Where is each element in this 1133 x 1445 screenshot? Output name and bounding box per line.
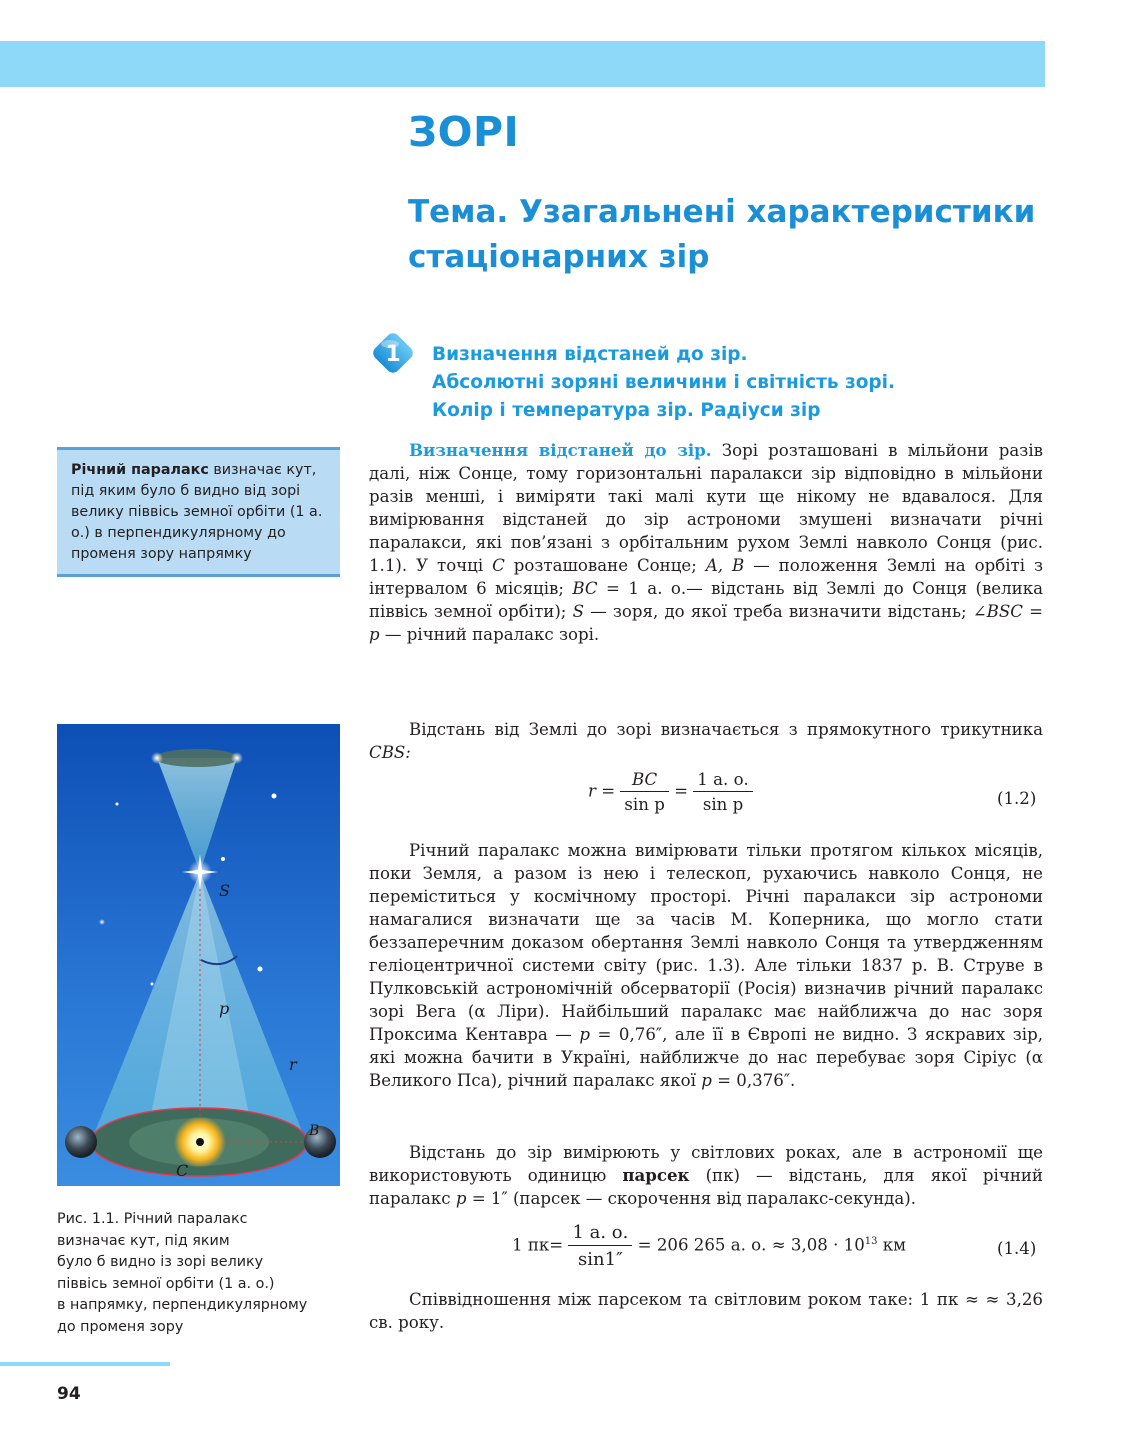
paragraph-lead-in: Визначення відстаней до зір. [409,440,712,460]
page-number: 94 [57,1384,81,1404]
sidebar-text: визначає кут, під яким було б видно від зорі велику піввісь земної орбіти (1 а. о.) в перпендикулярному до променя зору напрямку [71,462,323,562]
sidebar-term: Річний паралакс [71,462,209,478]
figure-caption [57,1209,340,1338]
footer-rule [0,1362,170,1366]
header-band [0,41,1045,87]
caption-line: визначає кут, під яким [57,1232,230,1249]
figure-label-s: S [219,881,230,900]
paragraph-distances: Визначення відстаней до зір. Зорі розташовані в мільйони разів далі, ніж Сонце, тому горизонтальні паралакси зір відповідно в мільйони разів менші, і виміряти такі малі кути ще нікому не вдавалося. Для вимірювання відстаней до зір астрономи змушені визначати річні паралакси, які пов’язані з орбітальним рухом Землі навколо Сонця (рис. 1.1). У точці C розташоване Сонце; A, B — положення Землі на орбіті з інтервалом 6 місяців; BC = 1 а. о.— відстань від Землі до Сонця (велика піввісь земної орбіти); S — зоря, до якої треба визначити відстань; ∠BSC = p — річний паралакс зорі. [369,440,1044,644]
equation-number: (1.4) [997,1239,1037,1258]
parallax-figure [57,724,340,1186]
section-heading-line: Колір і температура зір. Радіуси зір [432,400,821,421]
figure-label-c: C [176,1161,189,1180]
caption-line: було б видно із зорі велику [57,1254,264,1270]
paragraph-parsec-lightyear: Співвідношення між парсеком та світловим роком таке: 1 пк ≈ ≈ 3,26 св. року. [369,1290,1043,1332]
caption-line: піввісь земної орбіти (1 а. о.) [57,1275,275,1292]
caption-line: до променя зору [57,1318,184,1335]
paragraph-parsec: Відстань до зір вимірюють у світлових роках, але в астрономії ще використовують одиницю парсек (пк) — відстань, для якої річний паралакс p = 1″ (парсек — скорочення від паралакс-секунда). [369,1143,1043,1208]
formula-1-2: r = $\frac{BC}{\text{sin p}}$ = $\frac{1 а. о.}{\text{sin p}}$ [588,770,753,814]
section-heading-line: Абсолютні зоряні величини і світність зорі. [432,372,896,393]
section-heading [432,341,895,425]
section-number: 1 [385,342,401,367]
sidebar-definition-note [57,447,340,577]
figure-label-r: r [289,1055,297,1074]
term-parsec: парсек [622,1165,690,1185]
chapter-title: ЗОРІ [408,108,520,156]
figure-label-p: p [219,999,230,1018]
formula-1-4: 1 пк= $\frac{1 а. о.}{\sin 1''}$ = 206 265 а. о. ≈ $3,08 \cdot 10^{13}$ км [512,1222,907,1270]
section-number-badge [370,330,416,376]
figure-label-b: B [309,1123,320,1139]
paragraph-triangle: Відстань від Землі до зорі визначається з прямокутного трикутника CBS: [369,720,1043,762]
caption-line: в напрямку, перпендикулярному [57,1297,308,1313]
caption-line: Рис. 1.1. Річний паралакс [57,1211,248,1227]
section-heading-line: Визначення відстаней до зір. [432,344,748,365]
equation-number: (1.2) [997,789,1037,808]
topic-title: Тема. Узагальнені характеристики стаціонарних зір [408,194,1036,275]
paragraph-parallax-history: Річний паралакс можна вимірювати тільки протягом кількох місяців, поки Земля, а разом із нею і телескоп, рухаючись навколо Сонця, не переміститься у космічному просторі. Річні паралакси зір астрономи намагалися визначати ще за часів М. Коперника, що могло стати беззаперечним доказом обертання Землі навколо Сонця та утвердженням геліоцентричної системи світу (рис. 1.3). Але тільки 1837 р. В. Струве в Пулковській астрономічній обсерваторії (Росія) визначив річний паралакс зорі Вега (α Ліри). Найбільший паралакс має найближча до нас зоря Проксима Кентавра — p = 0,76″, але її в Європі не видно. З яскравих зір, які можна бачити в Україні, найближче до нас перебуває зоря Сіріус (α Великого Пса), річний паралакс якої p = 0,376″. [369,841,1043,1090]
